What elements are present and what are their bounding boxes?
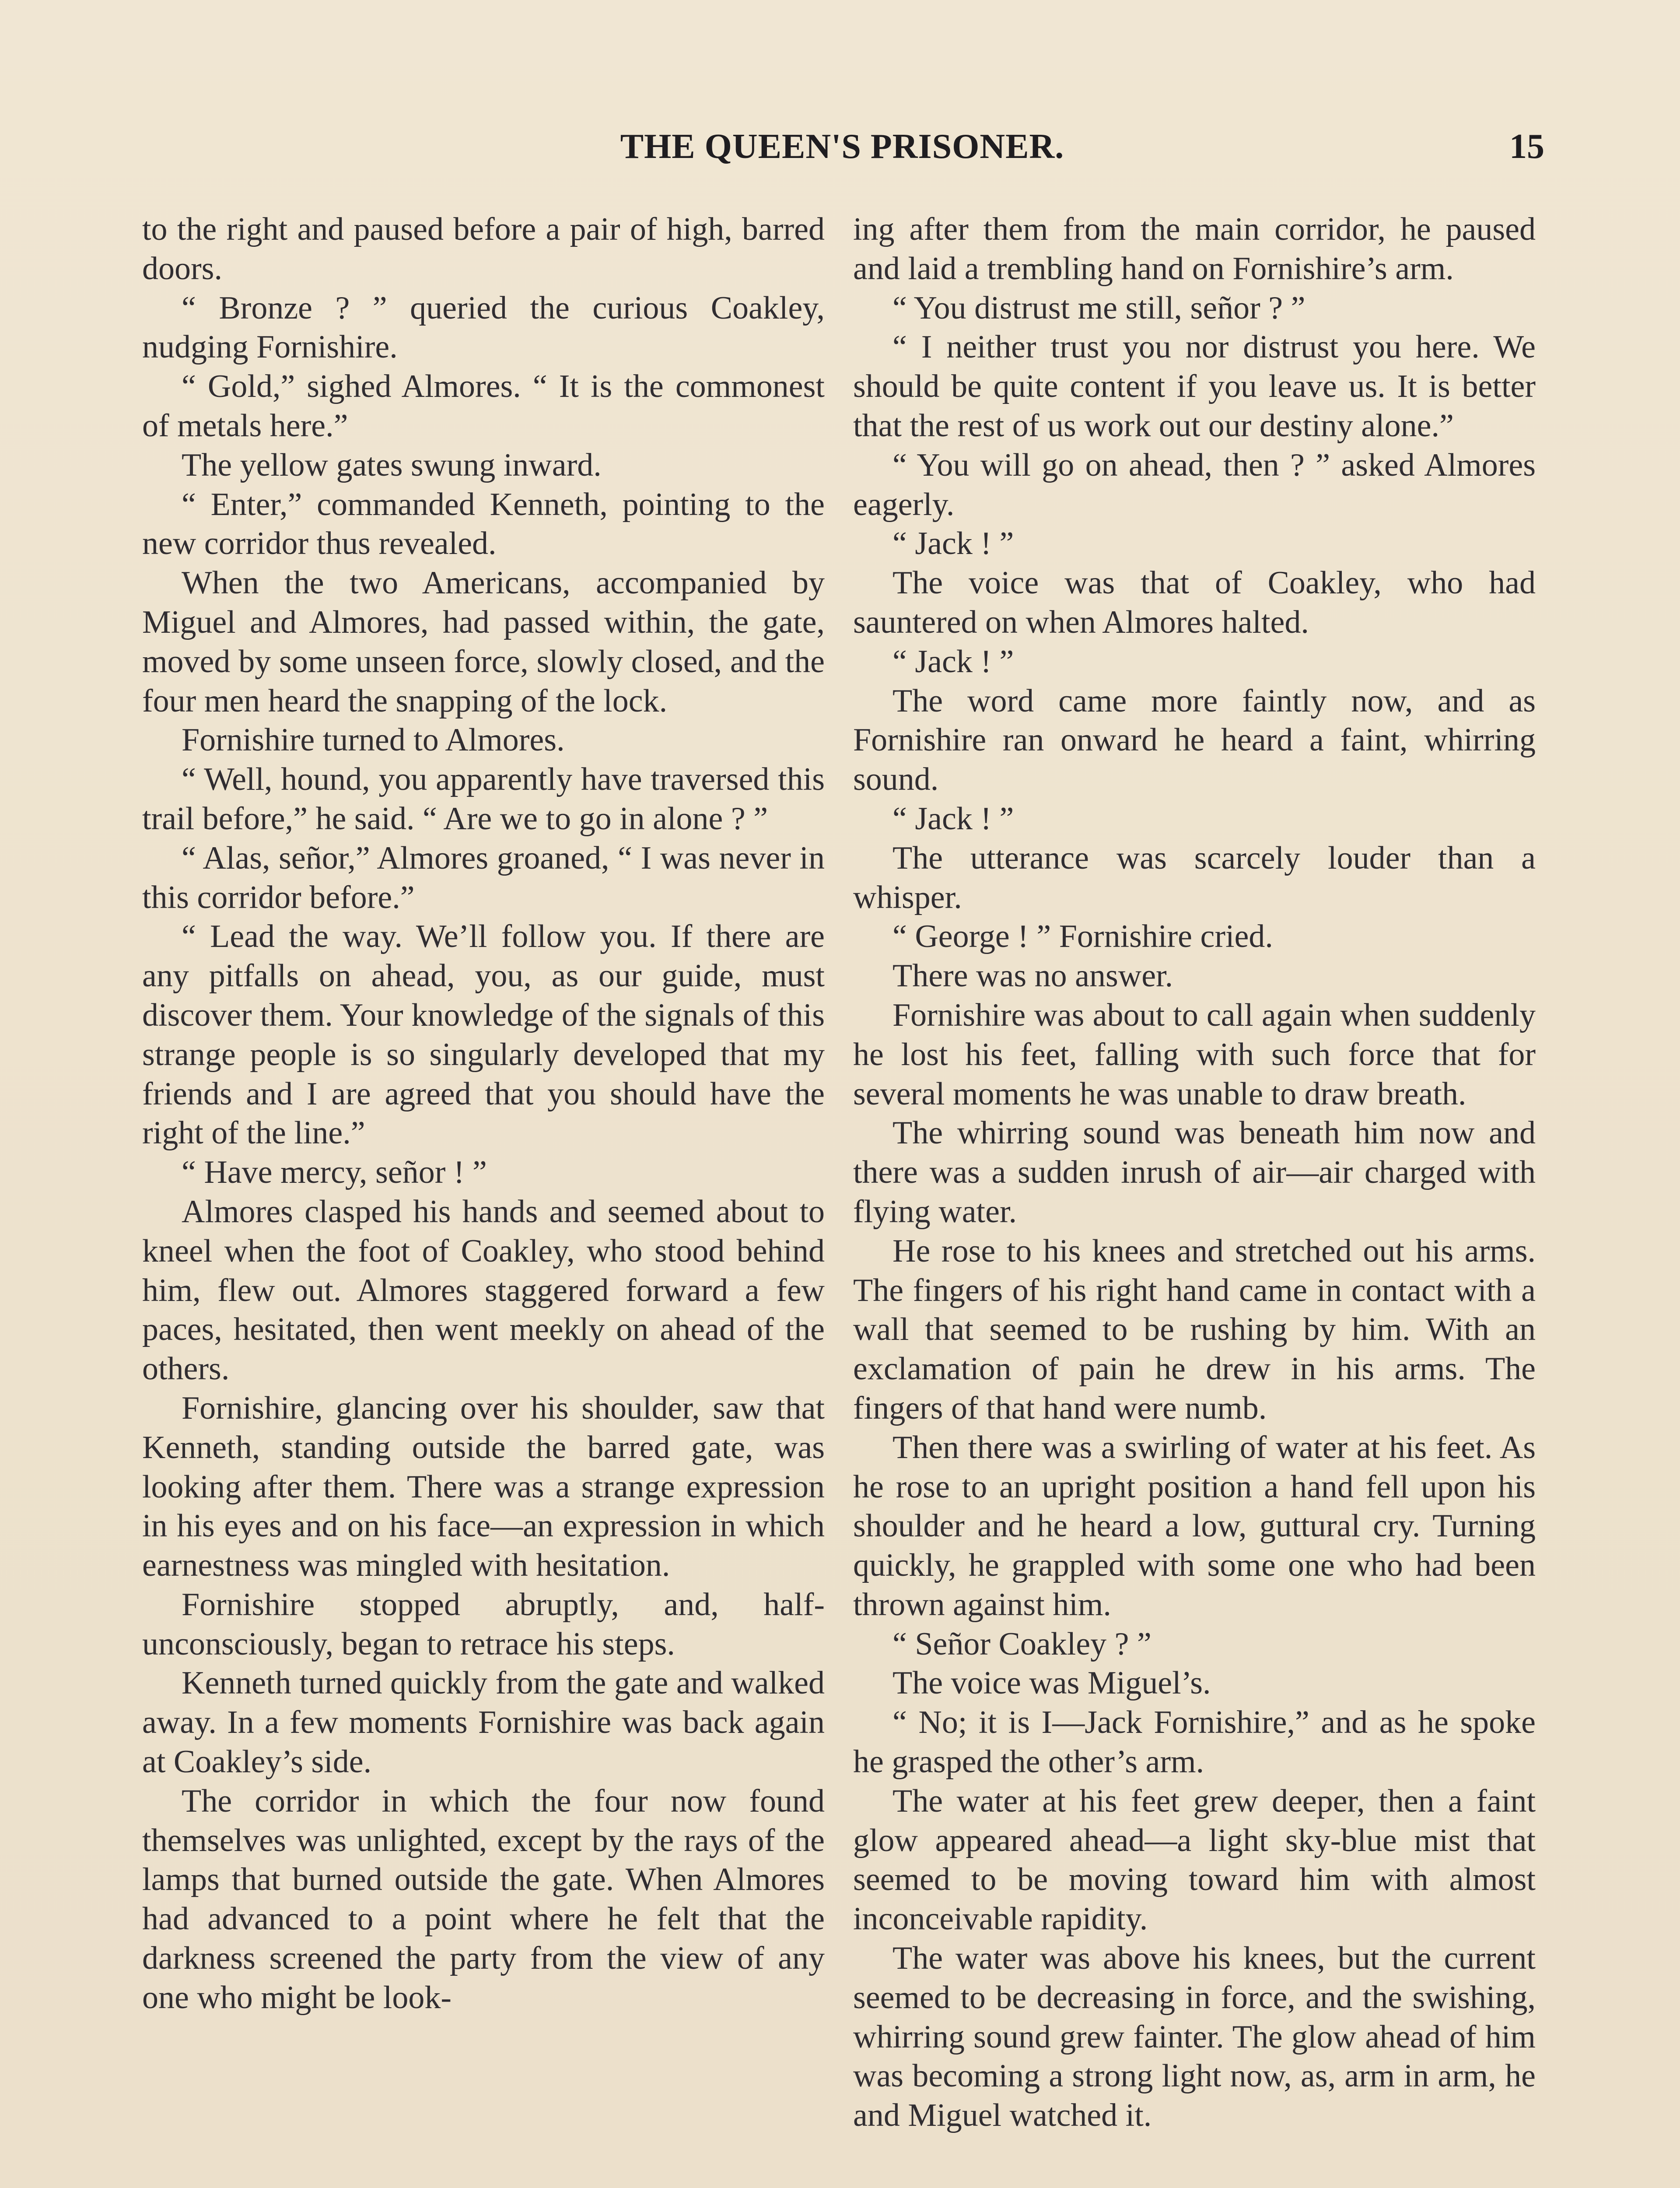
paragraph: “ Jack ! ” <box>892 643 1014 680</box>
paragraph: ing after them from the main corridor, he paused and laid a trembling hand on Fornishire’s arm. <box>853 211 1536 287</box>
paragraph: “ I neither trust you nor distrust you here. We should be quite content if you leave us. It is better that the rest of us work out our destiny alone.” <box>853 329 1536 444</box>
paragraph: The voice was that of Coakley, who had sauntered on when Almores halted. <box>853 565 1536 640</box>
paragraph: to the right and paused before a pair of high, barred doors. <box>142 211 825 287</box>
paragraph: “ Well, hound, you apparently have traversed this trail before,” he said. “ Are we to go in alone ? ” <box>142 761 825 837</box>
paragraph: “ George ! ” Fornishire cried. <box>892 919 1273 955</box>
right-text-column <box>853 210 1536 2135</box>
paragraph: “ Enter,” commanded Kenneth, pointing to the new corridor thus revealed. <box>142 486 825 562</box>
page-number: 15 <box>1509 127 1544 166</box>
paragraph: There was no answer. <box>892 958 1173 994</box>
paragraph: The whirring sound was beneath him now and there was a sudden inrush of air—air charged with flying water. <box>853 1115 1536 1230</box>
left-text-column <box>142 210 825 2018</box>
paragraph: Fornishire was about to call again when suddenly he lost his feet, falling with such force that for several moments he was unable to draw breath. <box>853 997 1536 1112</box>
paragraph: “ Jack ! ” <box>892 526 1014 562</box>
paragraph: “ You distrust me still, señor ? ” <box>892 290 1306 326</box>
paragraph: The yellow gates swung inward. <box>182 447 602 483</box>
paragraph: He rose to his knees and stretched out his arms. The fingers of his right hand came in contact with a wall that seemed to be rushing by him. With an exclamation of pain he drew in his arms. The fingers of that hand were numb. <box>853 1233 1536 1426</box>
paragraph: “ No; it is I—Jack Fornishire,” and as he spoke he grasped the other’s arm. <box>853 1704 1536 1780</box>
paragraph: The water was above his knees, but the current seemed to be decreasing in force, and the swishing, whirring sound grew fainter. The glow ahead of him was becoming a strong light now, as, arm in arm, he and Miguel watched it. <box>853 1940 1536 2134</box>
paragraph: “ Bronze ? ” queried the curious Coakley, nudging Fornishire. <box>142 290 825 365</box>
paragraph: The voice was Miguel’s. <box>892 1665 1211 1701</box>
paragraph: Then there was a swirling of water at his feet. As he rose to an upright position a hand fell upon his shoulder and he heard a low, guttural cry. Turning quickly, he grappled with some one who had been thrown against him. <box>853 1429 1536 1623</box>
paragraph: Almores clasped his hands and seemed about to kneel when the foot of Coakley, who stood behind him, flew out. Almores staggered forward a few paces, hesitated, then went meekly on ahead of the others. <box>142 1193 825 1387</box>
page-header <box>140 127 1544 179</box>
paragraph: “ You will go on ahead, then ? ” asked Almores eagerly. <box>853 447 1536 522</box>
paragraph: The word came more faintly now, and as Fornishire ran onward he heard a faint, whirring sound. <box>853 683 1536 798</box>
paragraph: Fornishire turned to Almores. <box>182 722 565 758</box>
paragraph: Fornishire, glancing over his shoulder, saw that Kenneth, standing outside the barred gate, was looking after them. There was a strange expression in his eyes and on his face—an expression in which earnestness was mingled with hesitation. <box>142 1390 825 1584</box>
paragraph: “ Señor Coakley ? ” <box>892 1626 1152 1662</box>
paragraph: “ Gold,” sighed Almores. “ It is the commonest of metals here.” <box>142 368 825 444</box>
paragraph: “ Alas, señor,” Almores groaned, “ I was never in this corridor before.” <box>142 840 825 915</box>
paragraph: “ Lead the way. We’ll follow you. If there are any pitfalls on ahead, you, as our guide, must discover them. Your knowledge of the signals of this strange people is so singularly developed that my friends and I are agreed that you should have the right of the line.” <box>142 919 825 1151</box>
paragraph: Kenneth turned quickly from the gate and walked away. In a few moments Fornishire was back again at Coakley’s side. <box>142 1665 825 1780</box>
paragraph: The water at his feet grew deeper, then a faint glow appeared ahead—a light sky-blue mist that seemed to be moving toward him with almost inconceivable rapidity. <box>853 1783 1536 1937</box>
paragraph: The utterance was scarcely louder than a whisper. <box>853 840 1536 915</box>
paragraph: “ Jack ! ” <box>892 800 1014 837</box>
paragraph: The corridor in which the four now found themselves was unlighted, except by the rays of the lamps that burned outside the gate. When Almores had advanced to a point where he felt that the darkness screened the party from the view of any one who might be look- <box>142 1783 825 2016</box>
running-title: THE QUEEN'S PRISONER. <box>620 127 1064 166</box>
paragraph: “ Have mercy, señor ! ” <box>182 1154 487 1191</box>
paragraph: When the two Americans, accompanied by Miguel and Almores, had passed within, the gate, moved by some unseen force, slowly closed, and the four men heard the snapping of the lock. <box>142 565 825 719</box>
paragraph: Fornishire stopped abruptly, and, half-unconsciously, began to retrace his steps. <box>142 1586 825 1662</box>
